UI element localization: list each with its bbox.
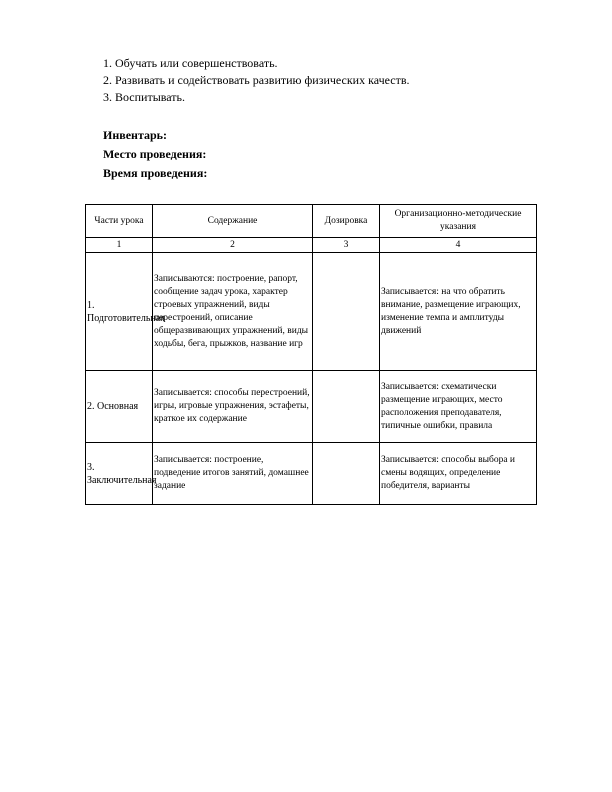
goal-item: 1. Обучать или совершенствовать. bbox=[103, 56, 278, 70]
header-stage: Части урока bbox=[86, 205, 153, 238]
stage-cell: 1. Подготовительная bbox=[86, 253, 153, 371]
goals-list bbox=[103, 55, 410, 106]
stage-cell: 3. Заключительная bbox=[86, 443, 153, 505]
table-row bbox=[86, 443, 537, 505]
header-content: Содержание bbox=[153, 205, 313, 238]
lesson-info bbox=[103, 126, 207, 183]
dosage-cell bbox=[313, 443, 380, 505]
header-notes: Организационно-методические указания bbox=[380, 205, 537, 238]
lesson-plan-table bbox=[85, 204, 537, 505]
content-cell: Записывается: способы перестроений, игры, игровые упражнения, эстафеты, краткое их содержание bbox=[153, 371, 313, 443]
notes-cell: Записывается: способы выбора и смены водящих, определение победителя, варианты bbox=[380, 443, 537, 505]
notes-cell: Записывается: схематически размещение играющих, место расположения преподавателя, типичные ошибки, правила bbox=[380, 371, 537, 443]
place-label: Место проведения: bbox=[103, 147, 207, 161]
table-header-row bbox=[86, 205, 537, 238]
column-number: 3 bbox=[313, 238, 380, 253]
column-number: 4 bbox=[380, 238, 537, 253]
dosage-cell bbox=[313, 371, 380, 443]
notes-cell: Записывается: на что обратить внимание, размещение играющих, изменение темпа и амплитуды движений bbox=[380, 253, 537, 371]
goal-item: 2. Развивать и содействовать развитию физических качеств. bbox=[103, 73, 410, 87]
header-dosage: Дозировка bbox=[313, 205, 380, 238]
stage-cell: 2. Основная bbox=[86, 371, 153, 443]
dosage-cell bbox=[313, 253, 380, 371]
content-cell: Записывается: построение, подведение итогов занятий, домашнее задание bbox=[153, 443, 313, 505]
time-label: Время проведения: bbox=[103, 166, 208, 180]
goal-item: 3. Воспитывать. bbox=[103, 90, 186, 104]
table-row bbox=[86, 253, 537, 371]
content-cell: Записываются: построение, рапорт, сообщение задач урока, характер строевых упражнений, виды перестроений, описание общеразвивающих упражнений, виды ходьбы, бега, прыжков, название игр bbox=[153, 253, 313, 371]
column-number: 1 bbox=[86, 238, 153, 253]
table-row bbox=[86, 371, 537, 443]
inventory-label: Инвентарь: bbox=[103, 128, 168, 142]
column-number: 2 bbox=[153, 238, 313, 253]
table-number-row bbox=[86, 238, 537, 253]
